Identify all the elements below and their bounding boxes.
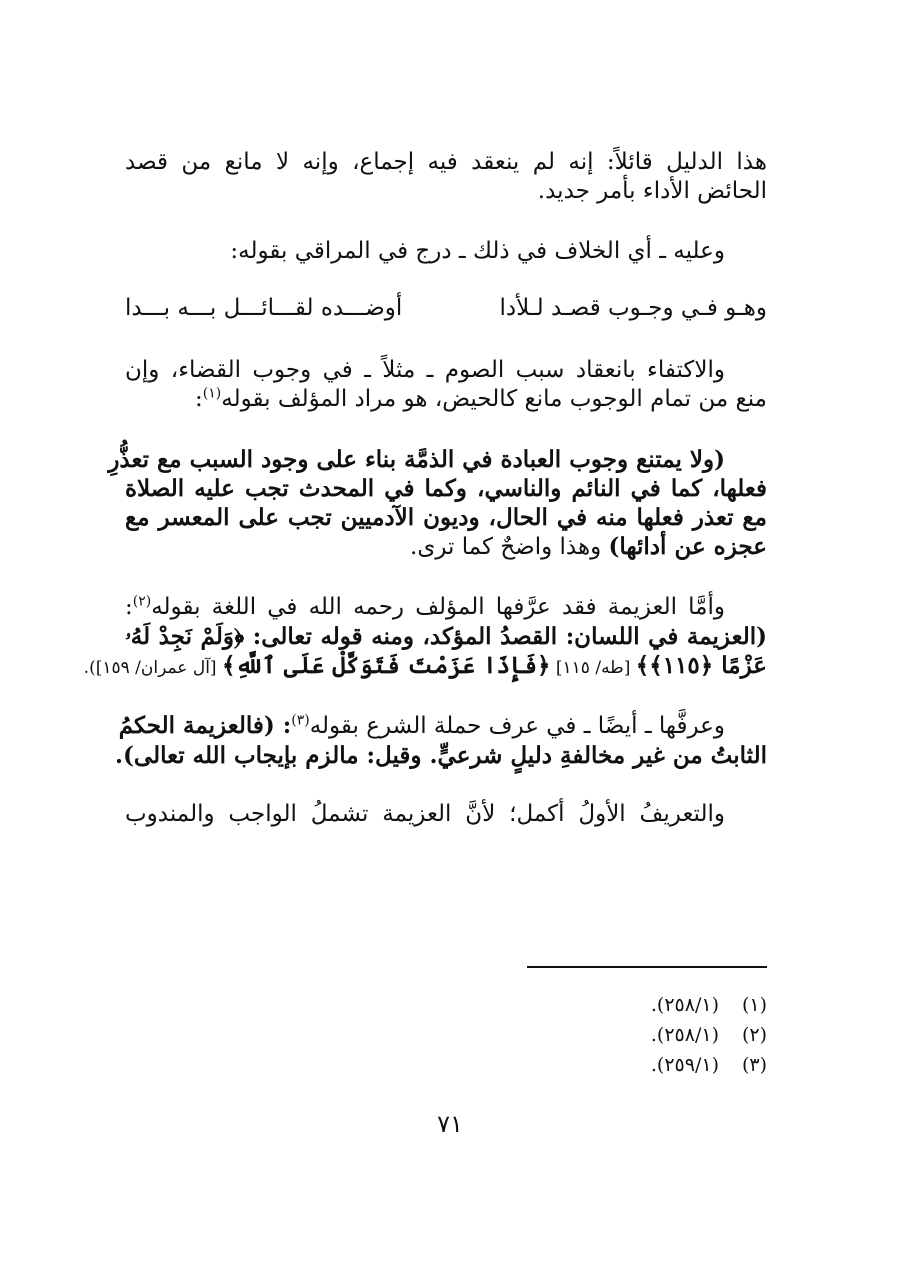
text-span: وهذا واضحٌ كما ترى. — [410, 534, 609, 560]
text-line: والتعريفُ الأولُ أكمل؛ لأنَّ العزيمة تشملُ الواجب والمندوب — [125, 801, 725, 827]
text-line: (العزيمة في اللسان: القصدُ المؤكد، ومنه قوله تعالى: ﴿وَلَمْ نَجِدْ لَهُۥ — [125, 623, 767, 650]
verse-reference: [آل عمران/ ١٥٩]). — [83, 658, 222, 678]
footnote-item — [560, 990, 767, 1020]
text-span: منع من تمام الوجوب مانع كالحيض، هو مراد المؤلف بقوله — [221, 386, 767, 412]
footnote-item — [560, 1020, 767, 1050]
page-number: ٧١ — [437, 1110, 463, 1138]
text-span: وأمَّا العزيمة فقد عرَّفها المؤلف رحمه الله في اللغة بقوله — [151, 594, 725, 620]
text-line: والاكتفاء بانعقاد سبب الصوم ـ مثلاً ـ في وجوب القضاء، وإن — [125, 357, 725, 383]
text-line: مع تعذر فعلها منه في الحال، وديون الآدميين تجب على المعسر مع — [125, 504, 767, 531]
footnotes — [560, 990, 767, 1080]
text-line: هذا الدليل قائلاً: إنه لم ينعقد فيه إجماع، وإنه لا مانع من قصد — [125, 149, 767, 175]
text-line — [125, 385, 767, 414]
footnote-text: (٢٥٨/١). — [650, 994, 719, 1016]
footnote-ref[interactable]: (٢) — [132, 593, 152, 610]
verse-hemistich-right: وهـو فـي وجـوب قصـد لـلأدا — [499, 295, 767, 321]
text-line: (ولا يمتنع وجوب العبادة في الذمَّة بناء على وجود السبب مع تعذُّرِ — [108, 446, 725, 473]
text-line: الثابتُ من غير مخالفةِ دليلٍ شرعيٍّ. وقيل: مالزم بإيجاب الله تعالى). — [115, 742, 767, 769]
text-line — [83, 651, 767, 683]
footnote-number: (١) — [741, 994, 767, 1016]
footnote-text: (٢٥٨/١). — [650, 1024, 719, 1046]
text-span: : — [195, 386, 203, 412]
paragraph-8 — [125, 800, 767, 829]
footnote-ref[interactable]: (٣) — [291, 712, 310, 729]
poetry-verse — [125, 294, 767, 323]
verse-hemistich-left: أوضـــده لقـــائـــل بـــه بـــدا — [125, 295, 403, 321]
text-line: فعلها، كما في النائم والناسي، وكما في المحدث تجب عليه الصلاة — [125, 475, 767, 502]
footnote-ref[interactable]: (١) — [202, 385, 222, 402]
verse-reference: [طه/ ١١٥] — [550, 658, 636, 678]
text-span: : (فالعزيمة الحكمُ — [118, 712, 292, 739]
text-line — [125, 593, 767, 622]
quran-verse: عَزْمًا ﴿١١٥﴾﴾ — [635, 652, 767, 679]
text-line — [118, 711, 767, 741]
text-line: وعليه ـ أي الخلاف في ذلك ـ درج في المراقي بقوله: — [230, 238, 725, 264]
text-line: الحائض الأداء بأمر جديد. — [537, 178, 767, 204]
paragraph-7 — [115, 711, 767, 770]
paragraph-5 — [108, 445, 767, 562]
paragraph-4 — [125, 356, 767, 414]
footnote-number: (٣) — [741, 1054, 767, 1076]
paragraph-2 — [125, 237, 767, 266]
paragraph-1 — [125, 148, 767, 206]
quran-verse: ﴿فَإِذَا عَزَمْتَ فَتَوَكَّلْ عَلَى ٱللَّهِ﴾ — [221, 652, 551, 679]
footnote-separator — [527, 966, 767, 968]
page-body — [83, 148, 767, 829]
text-span: : — [125, 594, 133, 620]
footnote-item — [560, 1050, 767, 1080]
footnote-text: (٢٥٩/١). — [650, 1054, 719, 1076]
paragraph-6 — [83, 593, 767, 683]
footnote-number: (٢) — [741, 1024, 767, 1046]
text-line — [125, 532, 767, 562]
text-span: وعرفَّها ـ أيضًا ـ في عرف حملة الشرع بقوله — [309, 713, 725, 739]
text-span: عجزه عن أدائها) — [608, 533, 767, 560]
